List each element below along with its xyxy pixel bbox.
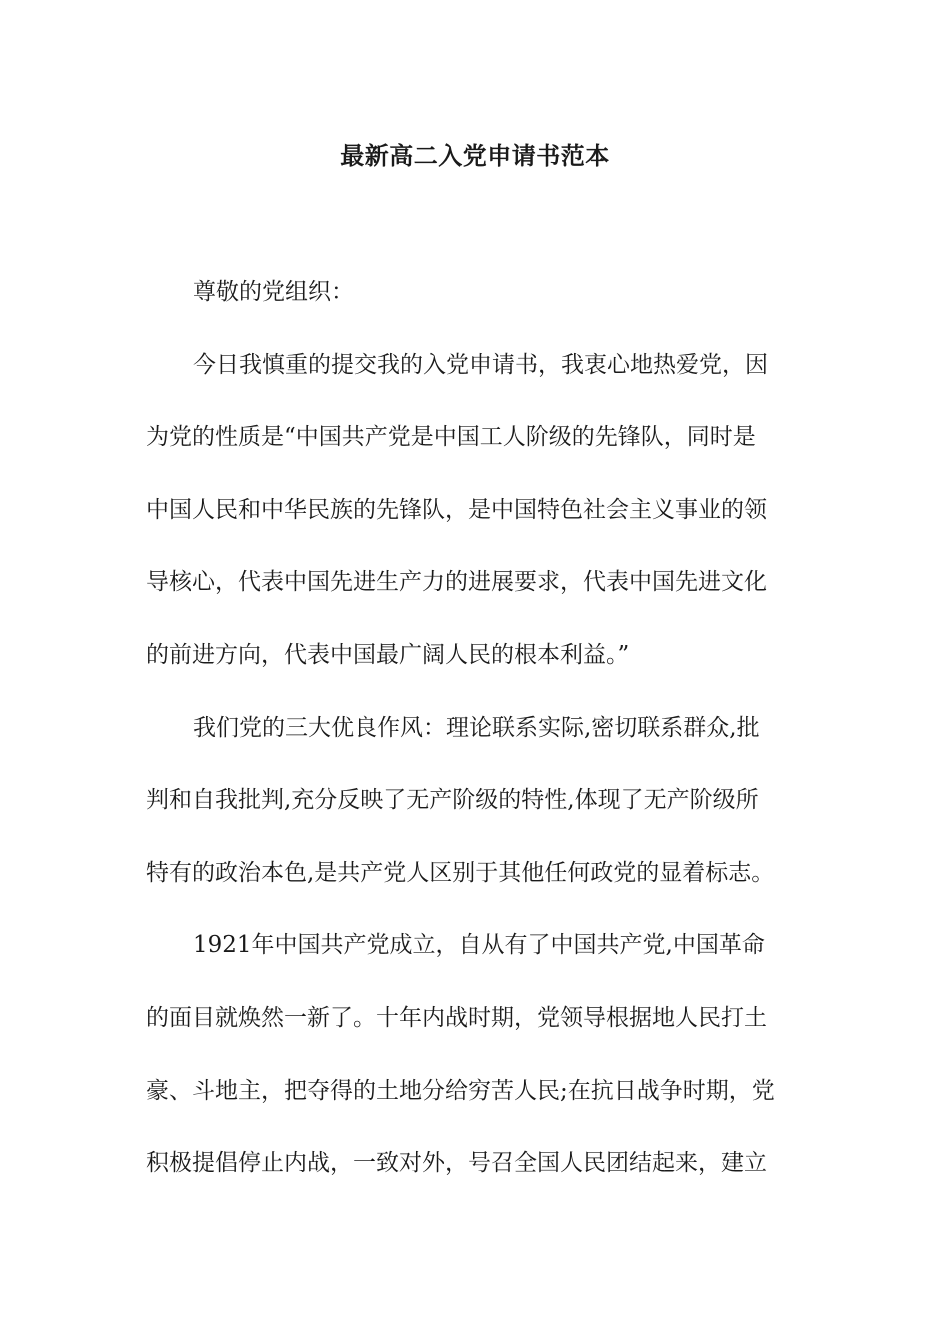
paragraph-line: 的前进方向，代表中国最广阔人民的根本利益。” bbox=[146, 641, 630, 668]
paragraph-line: 积极提倡停止内战，一致对外，号召全国人民团结起来，建立 bbox=[146, 1150, 767, 1177]
paragraph-line: 今日我慎重的提交我的入党申请书，我衷心地热爱党，因 bbox=[193, 351, 768, 378]
paragraph-line: 导核心，代表中国先进生产力的进展要求，代表中国先进文化 bbox=[146, 569, 767, 596]
paragraph-line: 特有的政治本色,是共产党人区别于其他任何政党的显着标志。 bbox=[146, 859, 775, 886]
paragraph-line: 我们党的三大优良作风：理论联系实际,密切联系群众,批 bbox=[193, 714, 760, 741]
paragraph-line: 1921年中国共产党成立，自从有了中国共产党,中国革命 bbox=[193, 932, 765, 959]
paragraph-line: 判和自我批判,充分反映了无产阶级的特性,体现了无产阶级所 bbox=[146, 787, 759, 814]
paragraph-line: 豪、斗地主，把夺得的土地分给穷苦人民;在抗日战争时期，党 bbox=[146, 1077, 775, 1104]
salutation-line: 尊敬的党组织： bbox=[193, 279, 354, 305]
paragraph-line: 为党的性质是“中国共产党是中国工人阶级的先锋队，同时是 bbox=[146, 424, 756, 451]
paragraph-line: 的面目就焕然一新了。十年内战时期，党领导根据地人民打土 bbox=[146, 1004, 767, 1031]
paragraph-line: 中国人民和中华民族的先锋队，是中国特色社会主义事业的领 bbox=[146, 496, 767, 523]
document-title: 最新高二入党申请书范本 bbox=[340, 141, 610, 170]
document-body bbox=[146, 256, 806, 1200]
